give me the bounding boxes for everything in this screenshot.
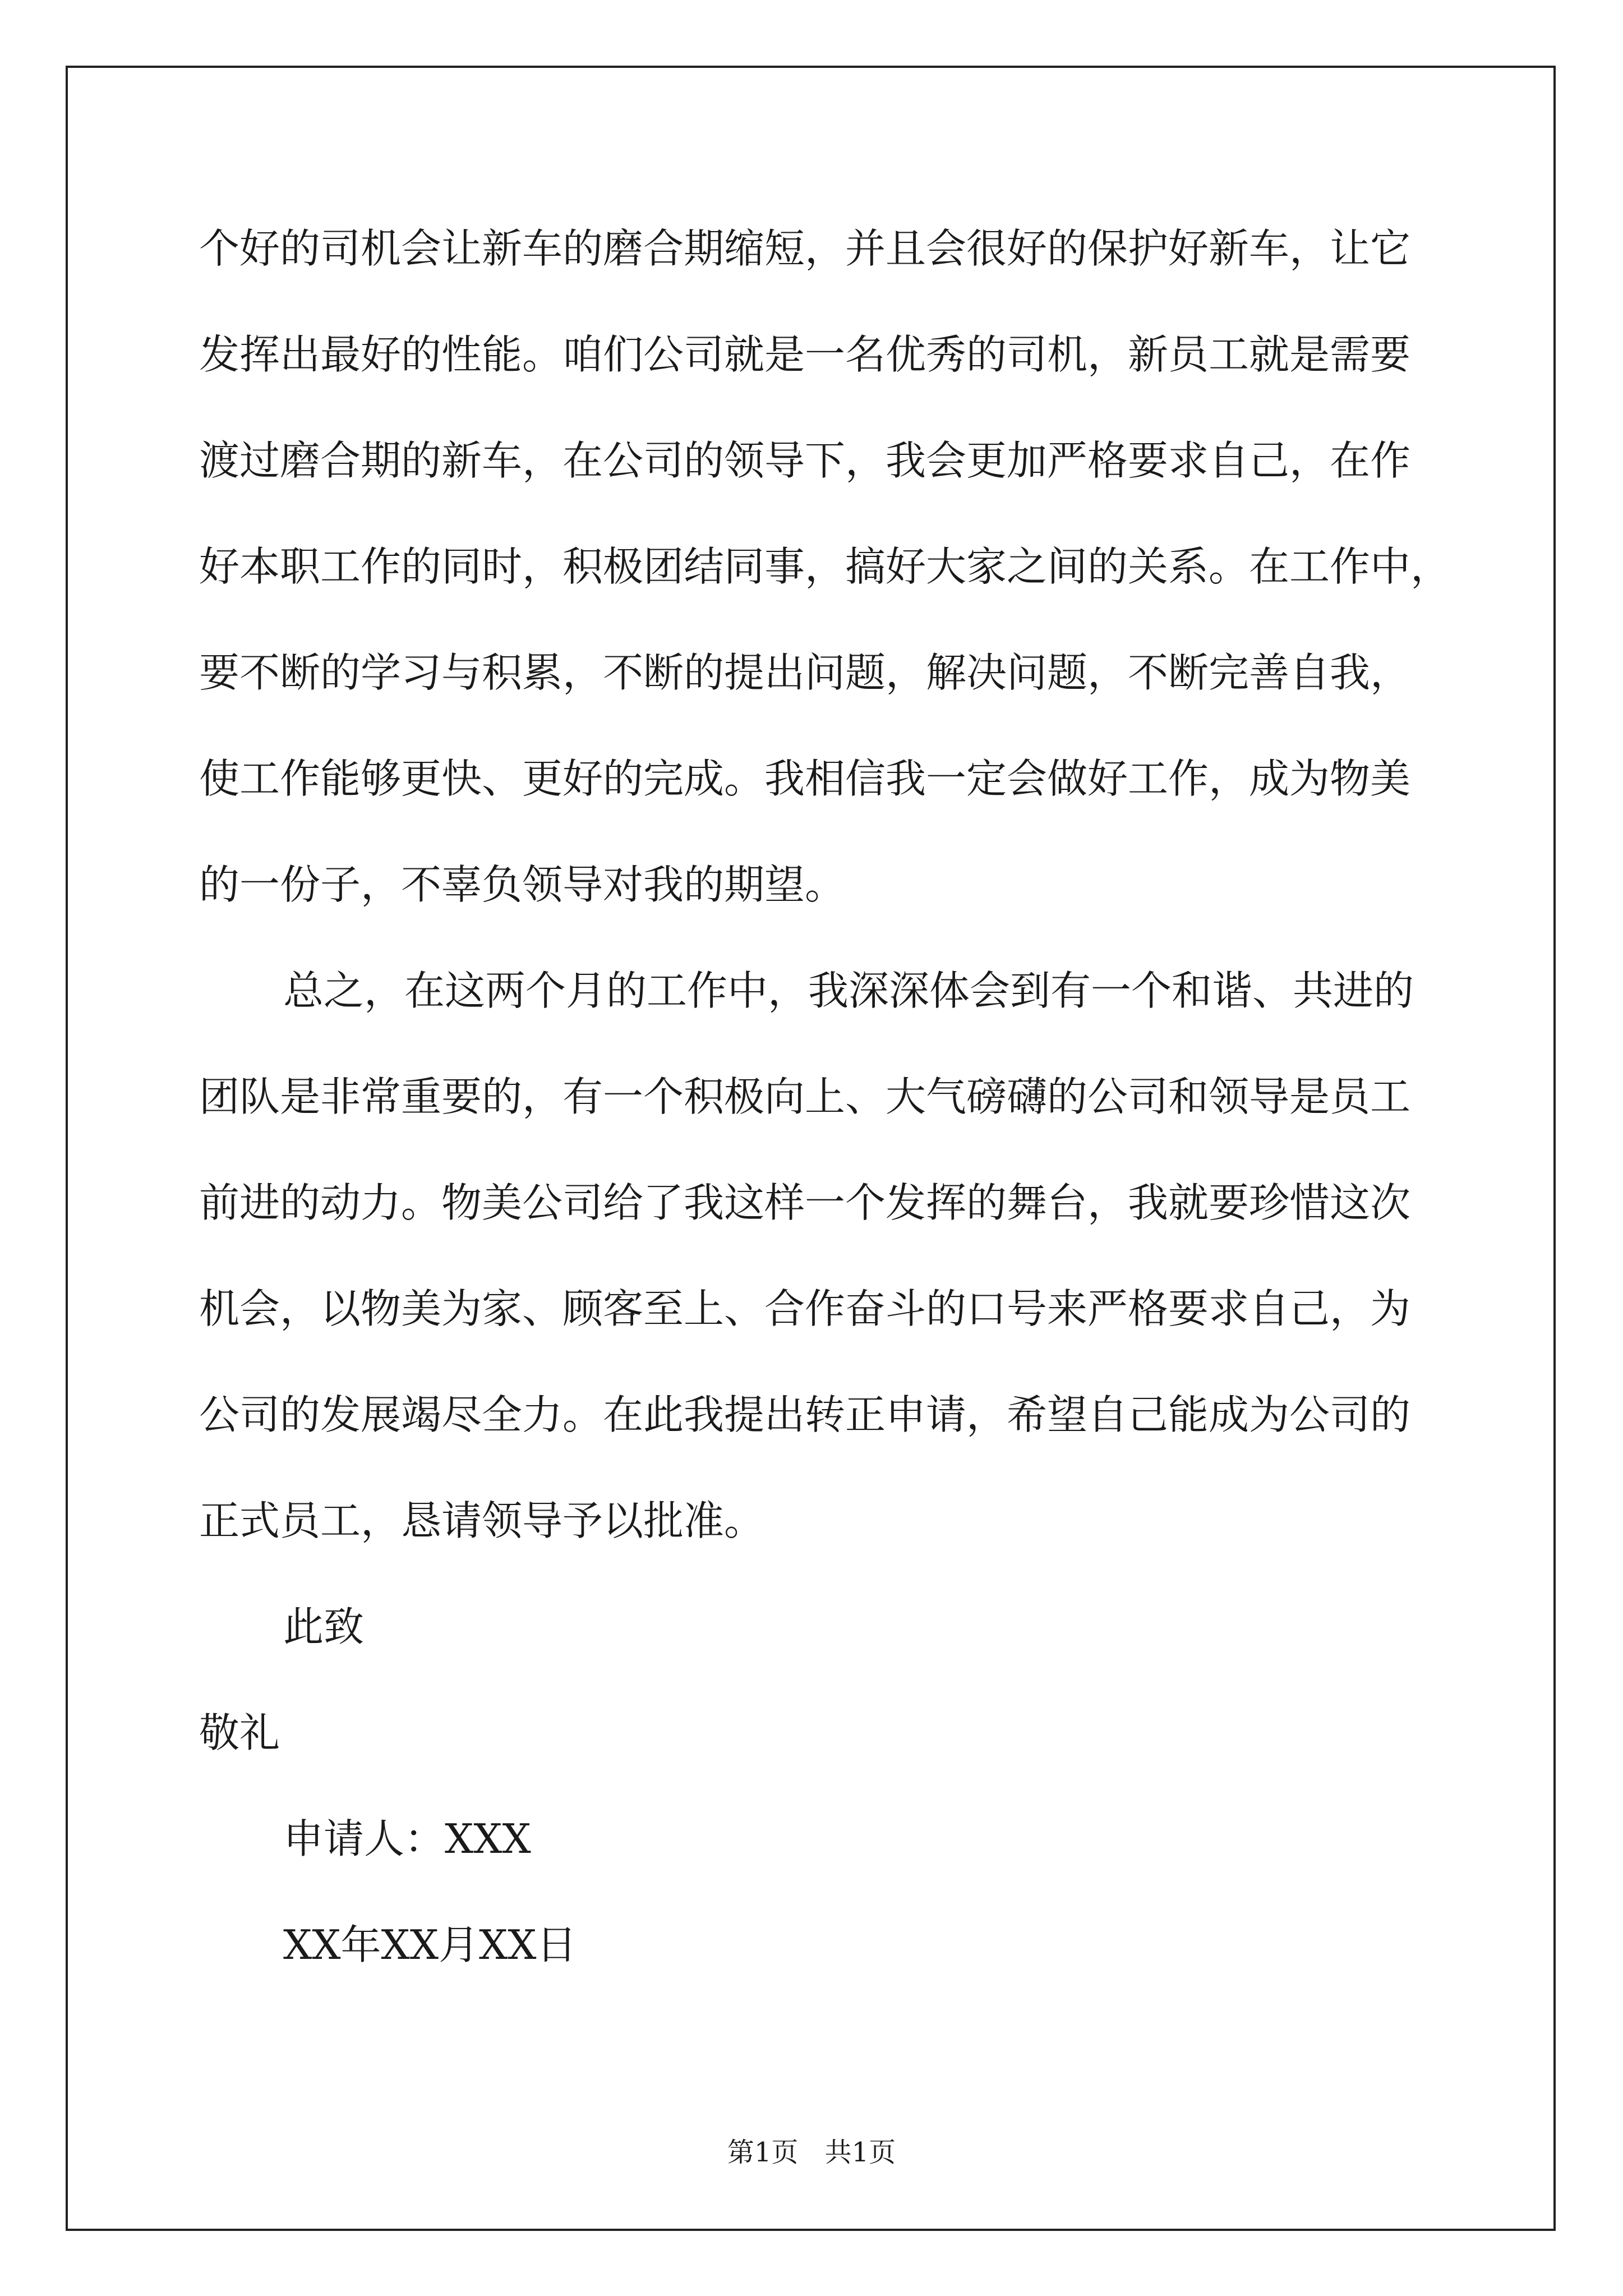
paragraph-line: 的一份子，不辜负领导对我的期望。 (199, 861, 846, 908)
paragraph-line: 前进的动力。物美公司给了我这样一个发挥的舞台，我就要珍惜这次 (199, 1179, 1411, 1226)
paragraph-line: 正式员工，恳请领导予以批准。 (199, 1497, 765, 1544)
paragraph-line: 发挥出最好的性能。咱们公司就是一名优秀的司机，新员工就是需要 (199, 331, 1411, 378)
date-line: XX年XX月XX日 (283, 1921, 577, 1968)
paragraph-line: 好本职工作的同时，积极团结同事，搞好大家之间的关系。在工作中， (199, 543, 1451, 590)
page-current: 第1页 (727, 2137, 799, 2168)
page-total: 共1页 (824, 2137, 896, 2168)
paragraph-line: 渡过磨合期的新车，在公司的领导下，我会更加严格要求自己，在作 (199, 437, 1411, 484)
paragraph-line: 总之，在这两个月的工作中，我深深体会到有一个和谐、共进的 (283, 967, 1414, 1014)
paragraph-1 (199, 212, 1451, 954)
document-body (199, 212, 1451, 2014)
closing-text: 此致 (283, 1603, 365, 1650)
salutation-text: 敬礼 (199, 1709, 280, 1756)
paragraph-line: 公司的发展竭尽全力。在此我提出转正申请，希望自己能成为公司的 (199, 1391, 1411, 1438)
paragraph-line: 个好的司机会让新车的磨合期缩短，并且会很好的保护好新车，让它 (199, 225, 1411, 272)
paragraph-line: 要不断的学习与积累，不断的提出问题，解决问题，不断完善自我， (199, 649, 1411, 696)
paragraph-line: 团队是非常重要的，有一个积极向上、大气磅礴的公司和领导是员工 (199, 1073, 1411, 1120)
paragraph-line: 机会，以物美为家、顾客至上、合作奋斗的口号来严格要求自己，为 (199, 1285, 1411, 1332)
paragraph-line: 使工作能够更快、更好的完成。我相信我一定会做好工作，成为物美 (199, 755, 1411, 802)
applicant-line: 申请人：XXX (283, 1815, 531, 1862)
page-footer (0, 2131, 1623, 2169)
paragraph-2 (199, 954, 1447, 1590)
